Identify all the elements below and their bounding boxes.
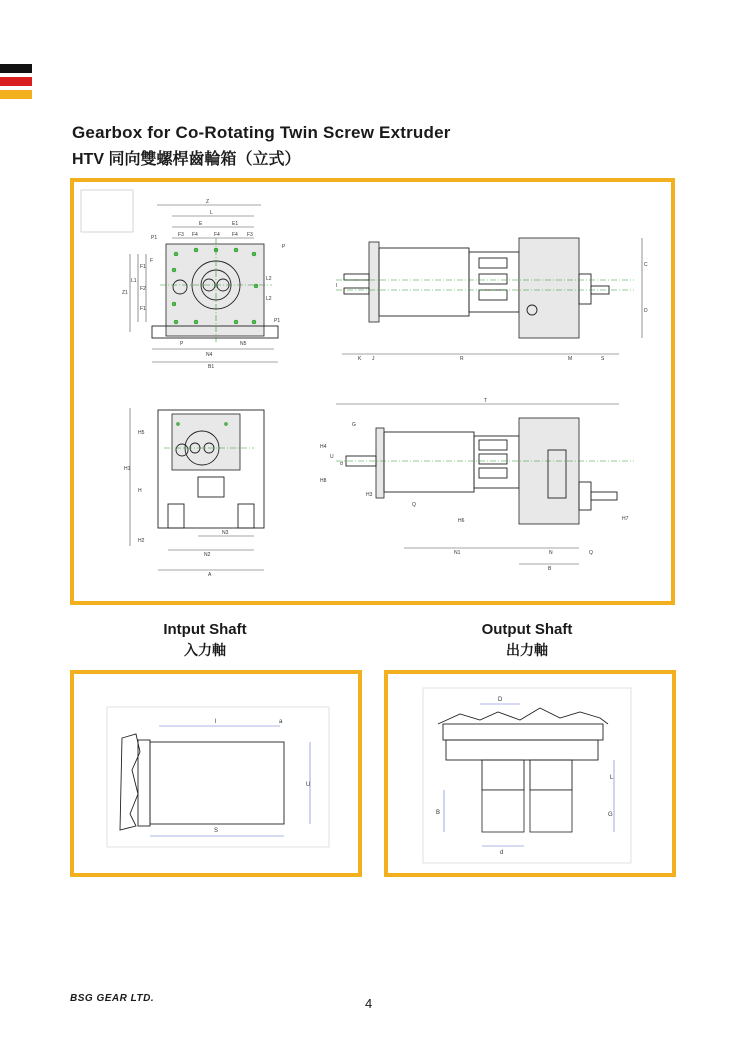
dim-label: N2 xyxy=(204,552,211,558)
output-shaft-drawing xyxy=(388,674,672,873)
input-shaft-frame xyxy=(70,670,362,877)
shaft-dim-s: S xyxy=(214,828,219,834)
dim-label: L2 xyxy=(266,296,272,302)
dim-label: P1 xyxy=(151,235,158,241)
output-shaft-caption: Output Shaft xyxy=(481,621,573,638)
dim-label: P xyxy=(180,341,184,347)
company-logo: BSG GEAR LTD. xyxy=(70,993,155,1004)
dim-label: H3 xyxy=(366,492,373,498)
dim-label: F1 xyxy=(140,306,146,312)
dim-label: N3 xyxy=(222,530,229,536)
flag-stripe-yellow xyxy=(0,90,32,99)
dim-label: P1 xyxy=(274,318,281,324)
dim-label: H xyxy=(138,488,142,494)
dim-label: H4 xyxy=(320,444,327,450)
main-drawing-frame xyxy=(70,178,675,605)
dim-label: Q xyxy=(589,550,593,556)
dim-label: N1 xyxy=(454,550,461,556)
shaft-dim-a: a xyxy=(279,719,283,725)
dim-label: N xyxy=(549,550,553,556)
shaft-dim-D: D xyxy=(498,697,503,703)
dim-label: R xyxy=(460,356,464,362)
dim-label: F4 xyxy=(192,232,198,238)
dim-label: I xyxy=(336,283,338,289)
dim-label: E xyxy=(199,221,203,227)
dim-label: Q xyxy=(412,502,416,508)
page-title: Gearbox for Co-Rotating Twin Screw Extruder xyxy=(72,123,451,142)
dim-label: J xyxy=(372,356,375,362)
dim-label: T xyxy=(484,398,488,404)
dim-label: L1 xyxy=(131,278,137,284)
dim-label: U xyxy=(330,454,334,460)
output-shaft-caption-zh: 出力軸 xyxy=(506,642,548,658)
dim-label: F3 xyxy=(247,232,253,238)
shaft-dim-G: G xyxy=(608,812,613,818)
gearbox-drawing xyxy=(74,182,671,601)
dim-label: C xyxy=(644,262,648,268)
dim-label: A xyxy=(208,572,212,578)
dim-label: Z xyxy=(206,199,210,205)
page-subtitle: HTV 同向雙螺桿齒輪箱（立式） xyxy=(72,151,301,168)
flag-stripe-black xyxy=(0,64,32,73)
dim-label: H2 xyxy=(138,538,145,544)
input-shaft-caption: Intput Shaft xyxy=(163,621,247,638)
dim-label: S xyxy=(601,356,605,362)
dim-label: L xyxy=(210,210,213,216)
flag-stripe-red xyxy=(0,77,32,86)
dim-label: F4 xyxy=(214,232,220,238)
dim-label: G xyxy=(352,422,356,428)
dim-label: E1 xyxy=(232,221,239,227)
end-view xyxy=(124,408,264,578)
dim-label: N4 xyxy=(206,352,213,358)
dim-label: B xyxy=(548,566,552,572)
dim-label: L2 xyxy=(266,276,272,282)
dim-label: P xyxy=(282,244,286,250)
dim-label: H8 xyxy=(320,478,327,484)
dim-label: N5 xyxy=(240,341,247,347)
dim-label: K xyxy=(358,356,362,362)
front-view xyxy=(122,199,286,370)
shaft-dim-L: L xyxy=(610,775,614,781)
page-number: 4 xyxy=(365,996,373,1011)
dim-label: H6 xyxy=(458,518,465,524)
input-shaft-caption-zh: 入力軸 xyxy=(184,642,226,658)
dim-label: H1 xyxy=(124,466,131,472)
dim-label: M xyxy=(568,356,573,362)
dim-label: F4 xyxy=(232,232,238,238)
input-shaft-drawing xyxy=(74,674,358,873)
dim-label: B1 xyxy=(208,364,215,370)
dim-label: d xyxy=(340,461,343,467)
shaft-dim-d: d xyxy=(500,850,504,856)
dim-label: H7 xyxy=(622,516,629,522)
dim-label: F1 xyxy=(140,264,146,270)
shaft-dim-l: l xyxy=(215,719,217,725)
dim-label: D xyxy=(644,308,648,314)
dim-label: F3 xyxy=(178,232,184,238)
dim-label: F xyxy=(150,258,154,264)
lower-side-view xyxy=(320,398,634,572)
dim-label: Z1 xyxy=(122,290,128,296)
side-view xyxy=(336,238,648,362)
dim-label: H5 xyxy=(138,430,145,436)
shaft-dim-B: B xyxy=(436,810,441,816)
output-shaft-frame xyxy=(384,670,676,877)
dim-label: F2 xyxy=(140,286,146,292)
shaft-dim-u: U xyxy=(306,782,311,788)
